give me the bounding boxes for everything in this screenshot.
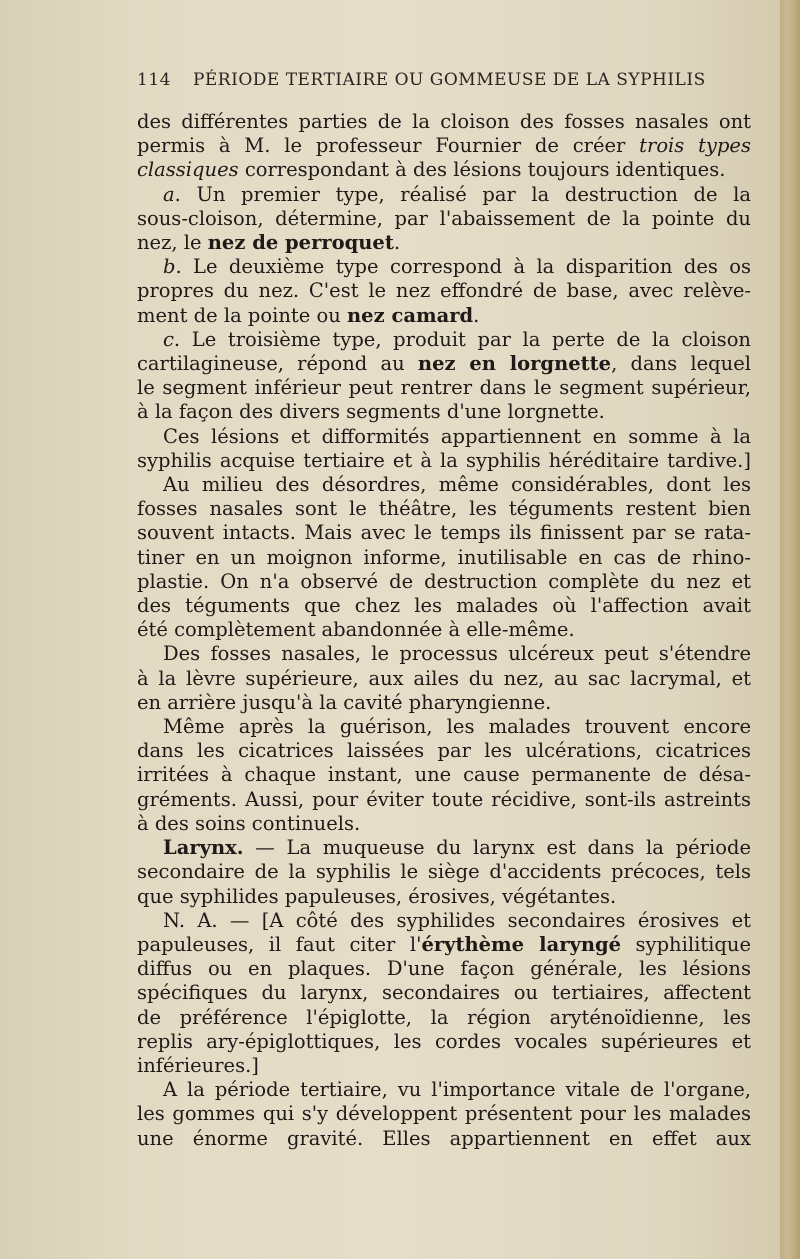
text-span: propres du nez. C'est le nez effondré de base, avec relève- [137,279,751,303]
text-line [137,957,751,981]
text-span: . Le deuxième type correspond à la disparition des os [175,255,751,279]
emphasis-text: b [163,255,176,279]
text-span: Des fosses nasales, le processus ulcéreux peut s'étendre [163,642,751,666]
text-span: dans les cicatrices laissées par les ulcérations, cicatrices [137,739,751,763]
text-line [137,618,751,642]
text-span: Ces lésions et difformités appartiennent en somme à la [163,424,751,448]
page-edge [780,0,800,1259]
text-span: permis à M. le professeur Fournier de créer [137,134,640,158]
text-line [137,279,751,303]
text-span: le segment inférieur peut rentrer dans le segment supérieur, [137,376,751,400]
text-span: plastie. On n'a observé de destruction complète du nez et [137,569,751,593]
text-line [137,546,751,570]
text-span: Même après la guérison, les malades trouvent encore [163,715,751,739]
text-span: Au milieu des désordres, même considérables, dont les [163,473,751,497]
text-span: — La muqueuse du larynx est dans la période [243,836,751,860]
text-span: syphilis acquise tertiaire et à la syphilis héréditaire tardive.] [137,448,751,472]
text-span: papuleuses, il faut citer l' [137,932,422,956]
text-span: syphilitique [621,932,751,956]
text-span: correspondant à des lésions toujours identiques. [238,158,726,182]
text-line [137,425,751,449]
text-line [137,110,751,134]
text-line [137,739,751,763]
text-span: à la façon des divers segments d'une lorgnette. [137,400,605,424]
text-line [137,473,751,497]
text-span: les gommes qui s'y développent présentent pour les malades [137,1102,751,1126]
text-span: des différentes parties de la cloison des fosses nasales ont [137,110,751,133]
text-span: ment de la pointe ou [137,303,347,327]
emphasis-text: c [163,327,174,351]
emphasis-text: nez camard [347,303,474,327]
text-line [137,497,751,521]
text-span: en arrière jusqu'à la cavité pharyngienne. [137,690,552,714]
text-span: cartilagineuse, répond au [137,352,418,376]
text-span: été complètement abandonnée à elle-même. [137,618,575,642]
text-line [137,1054,751,1078]
text-line [137,715,751,739]
text-span: spécifiques du larynx, secondaires ou tertiaires, affectent [137,981,751,1005]
emphasis-text: nez de perroquet [207,231,394,255]
text-span: nez, le [137,231,208,255]
text-span: irritées à chaque instant, une cause permanente de désa- [137,763,751,787]
emphasis-text: classiques [137,158,239,182]
page-number: 114 [137,70,171,90]
text-span: , dans lequel [611,352,751,376]
text-line [137,885,751,909]
text-line [137,642,751,666]
text-line [137,812,751,836]
text-line [137,788,751,812]
text-line [137,909,751,933]
text-line [137,667,751,691]
text-line [137,400,751,424]
text-span: A la période tertiaire, vu l'importance vitale de l'organe, [163,1078,751,1102]
running-header [137,70,757,90]
text-line [137,255,751,279]
text-line [137,981,751,1005]
text-line [137,521,751,545]
text-span: souvent intacts. Mais avec le temps ils finissent par se rata- [137,521,751,545]
text-span: à la lèvre supérieure, aux ailes du nez, au sac lacrymal, et [137,666,751,690]
text-span: . Un premier type, réalisé par la destruction de la [174,182,751,206]
emphasis-text: a [163,182,175,206]
text-span: . [393,231,401,255]
text-span: de préférence l'épiglotte, la région aryténoïdienne, les [137,1005,751,1029]
text-span: replis ary-épiglottiques, les cordes vocales supérieures et [137,1029,751,1053]
text-line [137,933,751,957]
text-line [137,763,751,787]
text-line [137,1006,751,1030]
text-span [163,255,751,278]
text-line [137,860,751,884]
text-span: . [473,303,480,327]
text-span: à des soins continuels. [137,811,361,835]
text-span [163,328,751,351]
text-line [137,207,751,231]
text-span: des téguments que chez les malades où l'affection avait [137,594,751,618]
text-span: . Le troisième type, produit par la perte de la cloison [173,327,751,351]
text-span: N. A. — [A côté des syphilides secondaires érosives et [163,908,751,932]
text-line [137,1030,751,1054]
text-span: une énorme gravité. Elles appartiennent en effet aux [137,1126,751,1150]
text-line [137,570,751,594]
text-span [163,183,751,206]
text-line [137,376,751,400]
emphasis-text: nez en lorgnette [417,352,612,376]
emphasis-text: Larynx. [163,836,244,860]
text-line [137,352,751,376]
running-title: PÉRIODE TERTIAIRE OU GOMMEUSE DE LA SYPHILIS [192,70,706,90]
text-line [137,158,751,182]
text-span: que syphilides papuleuses, érosives, végétantes. [137,884,617,908]
emphasis-text: trois types [639,134,751,158]
text-line [137,231,751,255]
text-span: fosses nasales sont le théâtre, les téguments restent bien [137,497,751,521]
body-text [137,110,751,1151]
text-line [137,328,751,352]
text-line [137,134,751,158]
text-span: tiner en un moignon informe, inutilisable en cas de rhino- [137,545,751,569]
text-line [137,1127,751,1151]
text-line [137,691,751,715]
emphasis-text: érythème laryngé [421,932,622,956]
text-line [137,1078,751,1102]
text-line [137,304,751,328]
text-span: secondaire de la syphilis le siège d'accidents précoces, tels [137,860,751,884]
text-line [137,836,751,860]
text-line [137,1102,751,1126]
text-span: diffus ou en plaques. D'une façon générale, les lésions [137,957,751,981]
text-line [137,594,751,618]
text-span: gréments. Aussi, pour éviter toute récidive, sont-ils astreints [137,787,751,811]
text-span: sous-cloison, détermine, par l'abaissement de la pointe du [137,206,751,230]
text-line [137,183,751,207]
text-line [137,449,751,473]
text-span: inférieures.] [137,1053,259,1077]
